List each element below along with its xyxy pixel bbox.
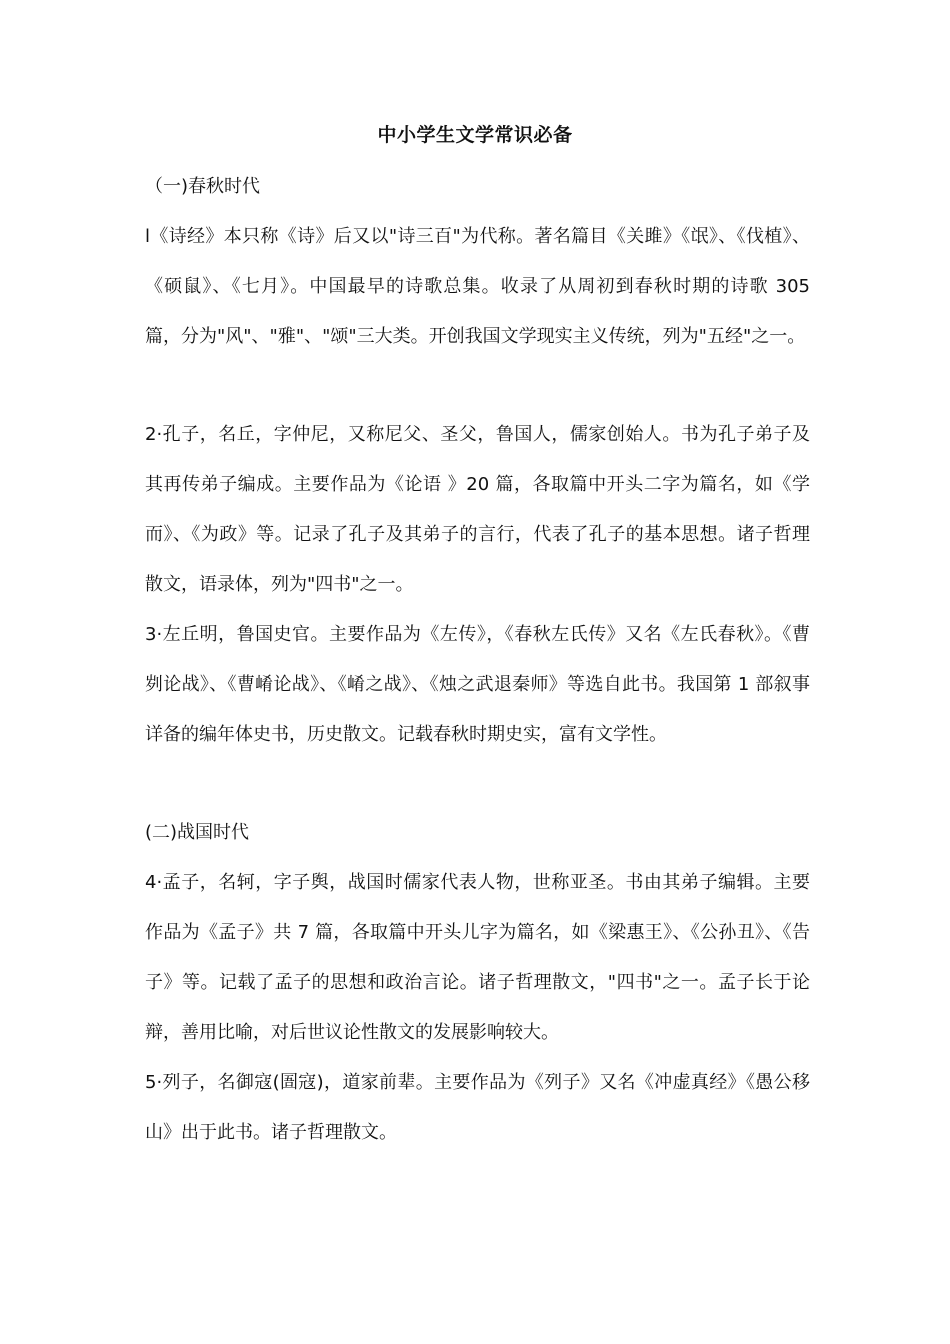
paragraph-zuo-qiuming: 3·左丘明，鲁国史官。主要作品为《左传》，《春秋左氏传》又名《左氏春秋》。《曹刿论战》、《曹崤论战》、《崤之战》、《烛之武退秦师》等选自此书。我国第 1 部叙事详备的编年体史书，历史散文。记载春秋时期史实，富有文学性。 bbox=[145, 624, 810, 745]
document-title: 中小学生文学常识必备 bbox=[377, 124, 573, 146]
paragraph-shijing: l《诗经》本只称《诗》后又以"诗三百"为代称。著名篇目《关雎》《氓》、《伐植》、《硕鼠》、《七月》。中国最早的诗歌总集。收录了从周初到春秋时期的诗歌 305 篇，分为"风"、"雅"、"颂"三大类。开创我国文学现实主义传统，列为"五经"之一。 bbox=[145, 226, 810, 347]
paragraph-liezi: 5·列子，名御寇(圄寇)，道家前辈。主要作品为《列子》又名《冲虚真经》《愚公移山》出于此书。诸子哲理散文。 bbox=[145, 1072, 810, 1143]
section-heading-spring-autumn: （一)春秋时代 bbox=[145, 176, 261, 197]
section-heading-warring-states: (二)战国时代 bbox=[145, 822, 250, 843]
paragraph-confucius: 2·孔子，名丘，字仲尼，又称尼父、圣父，鲁国人，儒家创始人。书为孔子弟子及其再传弟子编成。主要作品为《论语 》20 篇，各取篇中开头二字为篇名，如《学而》、《为政》等。记录了孔子及其弟子的言行，代表了孔子的基本思想。诸子哲理散文，语录体，列为"四书"之一。 bbox=[145, 424, 810, 595]
paragraph-mencius: 4·孟子，名轲，字子舆，战国时儒家代表人物，世称亚圣。书由其弟子编辑。主要作品为《孟子》共 7 篇，各取篇中开头儿字为篇名，如《梁惠王》、《公孙丑》、《告子》等。记载了孟子的思想和政治言论。诸子哲理散文，"四书"之一。孟子长于论辩，善用比喻，对后世议论性散文的发展影响较大。 bbox=[145, 872, 810, 1043]
